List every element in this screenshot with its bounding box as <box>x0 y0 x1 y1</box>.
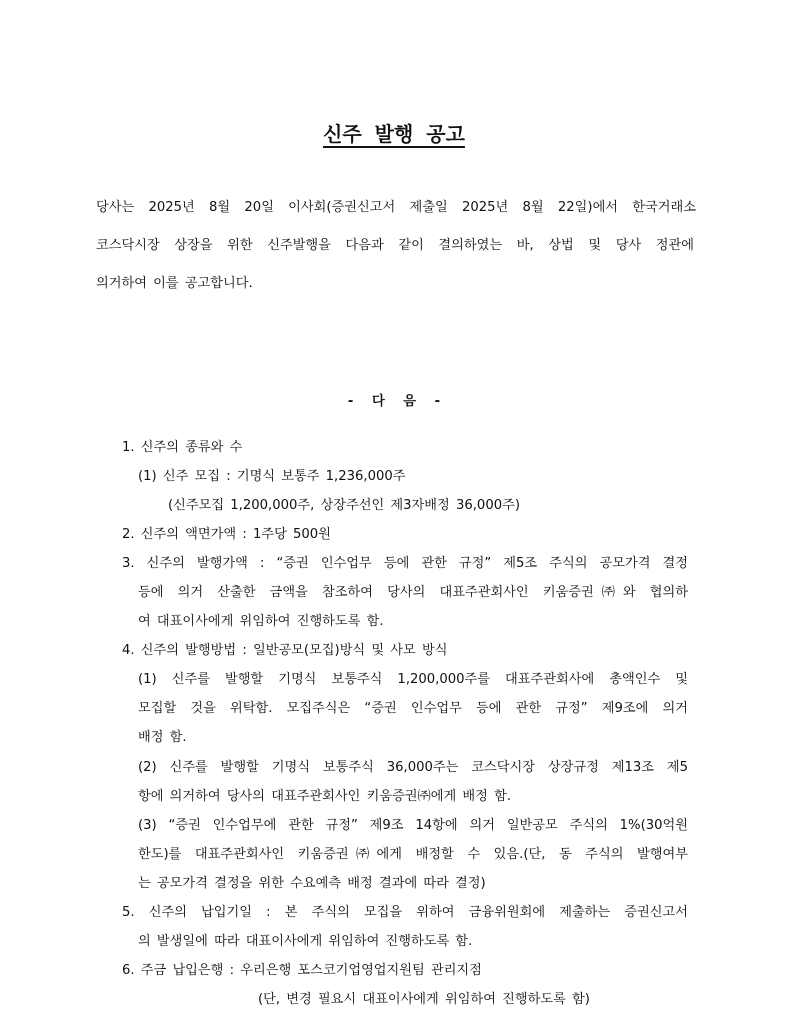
item-4-sub-3-line-1: (3) “증권 인수업무에 관한 규정” 제9조 14항에 의거 일반공모 주식의 1%(30억원 <box>138 818 688 833</box>
section-heading: - 다 음 - <box>347 394 441 409</box>
item-3-line-3: 여 대표이사에게 위임하여 진행하도록 함. <box>138 614 384 629</box>
item-4: 4. 신주의 발행방법 : 일반공모(모집)방식 및 사모 방식 <box>122 643 448 658</box>
item-5-line-1: 5. 신주의 납입기일 : 본 주식의 모집을 위하여 금융위원회에 제출하는 증권신고서 <box>122 905 688 920</box>
item-4-sub-2-line-2: 항에 의거하여 당사의 대표주관회사인 키움증권㈜에게 배정 함. <box>138 789 512 804</box>
item-3-line-2: 등에 의거 산출한 금액을 참조하여 당사의 대표주관회사인 키움증권㈜와 협의하 <box>138 585 688 600</box>
intro-line-1: 당사는 2025년 8월 20일 이사회(증권신고서 제출일 2025년 8월 22일)에서 한국거래소 <box>96 200 696 215</box>
item-4-sub-3-line-3: 는 공모가격 결정을 위한 수요예측 배정 결과에 따라 결정) <box>138 876 486 891</box>
intro-line-2: 코스닥시장 상장을 위한 신주발행을 다음과 같이 결의하였는 바, 상법 및 당사 정관에 <box>96 238 694 253</box>
item-4-sub-3-line-2: 한도)를 대표주관회사인 키움증권㈜에게 배정할 수 있음.(단, 동 주식의 발행여부 <box>138 847 688 862</box>
notice-title-text: 신주 발행 공고 <box>323 122 465 146</box>
item-1-sub-1-note: (신주모집 1,200,000주, 상장주선인 제3자배정 36,000주) <box>168 498 520 513</box>
item-5-line-2: 의 발생일에 따라 대표이사에게 위임하여 진행하도록 함. <box>138 934 473 949</box>
notice-title <box>0 118 788 147</box>
item-4-sub-1-line-2: 모집할 것을 위탁함. 모집주식은 “증권 인수업무 등에 관한 규정” 제9조에 의거 <box>138 701 688 716</box>
item-4-sub-1-line-1: (1) 신주를 발행할 기명식 보통주식 1,200,000주를 대표주관회사에 총액인수 및 <box>138 672 688 687</box>
intro-line-3: 의거하여 이를 공고합니다. <box>96 276 253 291</box>
item-1: 1. 신주의 종류와 수 <box>122 440 243 455</box>
item-1-sub-1: (1) 신주 모집 : 기명식 보통주 1,236,000주 <box>138 469 406 484</box>
item-6: 6. 주금 납입은행 : 우리은행 포스코기업영업지원팀 관리지점 <box>122 963 482 978</box>
item-4-sub-1-line-3: 배정 함. <box>138 730 187 745</box>
item-6-note: (단, 변경 필요시 대표이사에게 위임하여 진행하도록 함) <box>258 992 590 1007</box>
item-3-line-1: 3. 신주의 발행가액 : “증권 인수업무 등에 관한 규정” 제5조 주식의 공모가격 결정 <box>122 556 688 571</box>
item-4-sub-2-line-1: (2) 신주를 발행할 기명식 보통주식 36,000주는 코스닥시장 상장규정 제13조 제5 <box>138 760 688 775</box>
item-2: 2. 신주의 액면가액 : 1주당 500원 <box>122 527 331 542</box>
